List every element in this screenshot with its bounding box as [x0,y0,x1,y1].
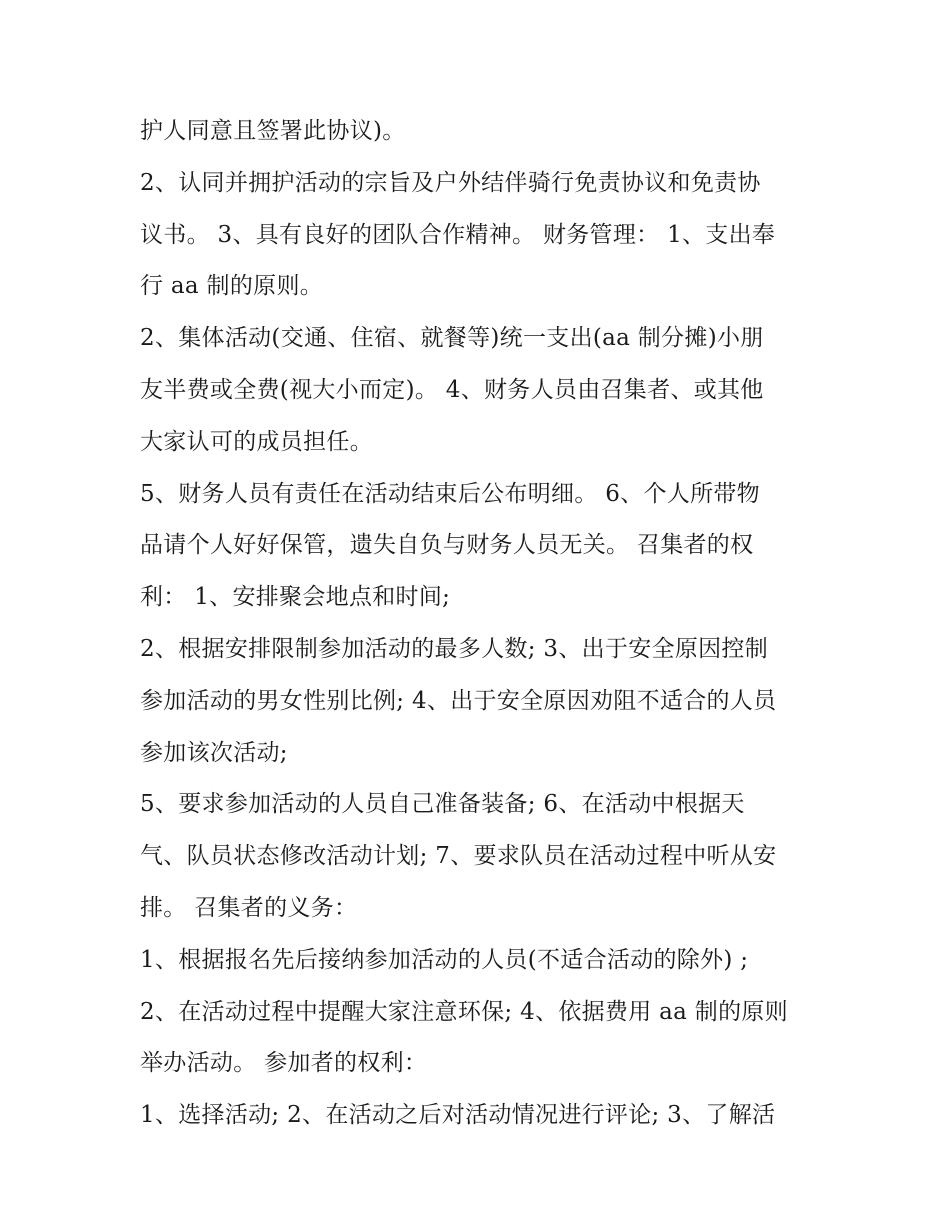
text-line: 举办活动。 参加者的权利： [140,1050,428,1077]
text-line: 行 aa 制的原则。 [140,273,324,300]
text-line: 议书。 3、具有良好的团队合作精神。 财务管理： 1、支出奉 [140,221,776,248]
text-line: 参加活动的男女性别比例; 4、出于安全原因劝阻不适合的人员 [140,687,777,714]
text-line: 1、根据报名先后接纳参加活动的人员(不适合活动的除外) ; [140,946,749,973]
text-line: 品请个人好好保管，遗失自负与财务人员无关。 召集者的权 [140,532,754,559]
text-line: 护人同意且签署此协议)。 [140,118,406,144]
text-line: 1、选择活动; 2、在活动之后对活动情况进行评论; 3、了解活 [140,1102,776,1129]
text-line: 大家认可的成员担任。 [140,428,373,455]
document-body [140,106,820,1142]
text-line: 2、根据安排限制参加活动的最多人数; 3、出于安全原因控制 [140,635,769,662]
text-line: 气、队员状态修改活动计划; 7、要求队员在活动过程中听从安 [140,843,777,870]
text-line: 排。 召集者的义务： [140,894,358,921]
text-line: 5、要求参加活动的人员自己准备装备; 6、在活动中根据天 [140,791,745,818]
text-line: 利： 1、安排聚会地点和时间; [140,584,451,611]
text-line: 2、认同并拥护活动的宗旨及户外结伴骑行免责协议和免责协 [140,169,761,196]
text-line: 2、集体活动(交通、住宿、就餐等)统一支出(aa 制分摊)小朋 [140,325,764,352]
text-line: 5、财务人员有责任在活动结束后公布明细。 6、个人所带物 [140,480,760,507]
text-line: 友半费或全费(视大小而定)。 4、财务人员由召集者、或其他 [140,376,764,403]
text-line: 2、在活动过程中提醒大家注意环保; 4、依据费用 aa 制的原则 [140,998,788,1025]
text-line: 参加该次活动; [140,739,288,766]
